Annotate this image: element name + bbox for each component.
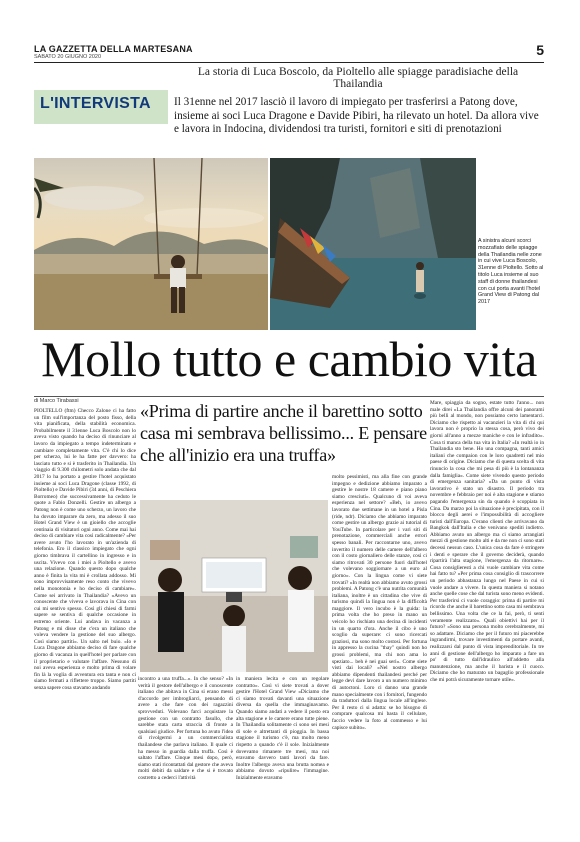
section-label-text: L'INTERVISTA xyxy=(40,95,151,112)
article-column-1 xyxy=(34,408,136,692)
kicker: La storia di Luca Boscolo, da Pioltello alle spiagge paradisiache della Thailandia xyxy=(197,66,519,90)
column-text: incontro a una truffa...». In che senso? «In verità il gestore dell'albergo e il conoscente italiano che abitava in Cina si erano messi d'accordo per imbrogliarci, pensando di avere a che fare con dei ragazzini sprovveduti. Volevano farci acquistare la gestione con un contratto fasullo, che sarebbe stata carta straccia di fronte a qualsiasi giudice. Per fortuna ho avuto l'idea di rivolgermi a un commercialista thailandese che parlava italiano. Il quale ci ha messo in guardia dalla truffa. Così è saltato l'affare. Cinque mesi dopo, però, siamo stati ricontattati dal gestore che aveva molti debiti da saldare e che si è trovato costretto a cederci l'attività xyxy=(138,676,233,781)
pull-quote: «Prima di partire anche il barettino sotto casa mi sembrava bellissimo... E pensare che all'inizio era una truffa» xyxy=(140,401,427,465)
beach-swing-illustration xyxy=(34,158,268,330)
paper-name: LA GAZZETTA DELLA MARTESANA xyxy=(34,44,193,54)
page-number: 5 xyxy=(536,42,544,58)
longtail-boat-photo xyxy=(270,158,476,330)
boat-lagoon-illustration xyxy=(270,158,476,330)
headline: Mollo tutto e cambio vita xyxy=(41,331,537,387)
article-column-4 xyxy=(332,474,427,731)
article-column-3 xyxy=(236,676,329,782)
article-column-5 xyxy=(430,400,544,684)
beach-swing-photo xyxy=(34,158,268,330)
photo-caption: A sinistra alcuni scorci mozzafiato delle spiagge della Thailandia nelle zone in cui vive Luca Boscolo, 31enne di Pioltello. Sotto al titolo Luca insieme al suo staff di donne thailandesi con cui porta avanti l'hotel Grand View di Patong dal 2017 xyxy=(478,238,544,306)
top-rule xyxy=(34,62,544,63)
byline: di Marco Tirabassi xyxy=(34,398,79,404)
headline-rule xyxy=(34,396,544,397)
staff-group-photo xyxy=(140,500,328,672)
page-bottom-margin xyxy=(0,820,580,842)
column-text: PIOLTELLO (ftm) Checco Zalone ci ha fatto un film sull'importanza del posto fisso, della vita pianificata, della stabilità economica. Probabilmente il 31enne Luca Boscolo non lo aveva visto quando ha deciso di rinunciare al lavoro da impiegato a tempo indeterminato e cambiare completamente vita. C'è chi lo dice per scherzo, lui le ha fatte per davvero: ha lasciato tutto e si è trasferito in Thailandia. Un viaggio di 9.300 chilometri solo andata che dal 2017 lo ha portato a gestire l'hotel acquistato insieme ai soci Luca Dragone (classe 1992, di Pioltello) e Davide Pibiri (34 anni, di Peschiera Borromeo) che successivamente ha ceduto le quote a Fabio Donzelli. Gestire un albergo a Patong non è come uno scherzo, un lavoro che ha dovuto imparare da zero, ma adesso il suo Hotel Grand View è un gioiello che accoglie centinaia di visitatori ogni anno. Come mai hai deciso di cambiare vita così radicalmente? «Per avere avuto l'ho lavorato in un'azienda di telefonia. Ero il classico impiegato che ogni giorno timbrava il cartellino in ingresso e in uscita. Vivevo con i miei a Pioltello e avevo una relazione. Quando questo dopo qualche anno è finita la vita mi è crollata addosso. Mi sono improvvisamente reso conto che vivevo nella monotonia e ho deciso di cambiare». Come sei arrivato in Thailandia? «Avevo un conoscente che viveva e lavorava in Cina con cui mi sentivo spesso. Così gli chiesi di farmi sapere se sentiva di qualche occasione in estremo oriente. Lui andava in vacanza a Patong e mi disse che c'era un italiano che voleva vendere la gestione del suo albergo. Così siamo partiti». Un salto nel buio. «Io e Luca Dragone abbiamo deciso di fare qualche giorno di vacanza in quell'hotel per parlare con il proprietario e valutare l'affare. Nessuno di noi aveva esperienza e molto prima di volare fin là la voglia di avventura era tanta e non ci siamo fermati a riflettere troppo. Siamo partiti senza sapere cosa stavamo andando xyxy=(34,408,136,691)
column-text: molto pessimisti, ma alla fine con grande impegno e dedizione abbiamo imparato a gestire le nostre 18 camere e piano piano siamo cresciuti». Qualcuno di voi aveva esperienza nel settore? «Beh, io avevo lavorato due settimane in un hotel a Pisla (ride, ndr). Diciamo che abbiamo imparato come gestire un albergo grazie ai tutorial di YouTube. In particolare per i vari siti di prenotazione, commerciali anche errori spesso banali. Per raccontarne uno, avevo invertito il numero delle camere dell'albero con il costo giornaliero delle stanze, così ci siamo ritrovati 30 persone fuori dall'hotel che volevano soggiornare a un euro al giorno». Con la lingua come vi siete trovati? «In realtà non abbiamo avuto grossi problemi. A Patong c'è una nutrita comunità italiana, inoltre è un cittadina che vive di turismo quindi la lingua non è la difficoltà maggiore. Il vero incubo è la guida: la prima volta che ho preso in mano un veicolo ho rischiato una decina di incidenti in un quarto d'ora. Anche il cibo è uno scoglio da superare: ci sono ricercati graziosi, ma sono molto costosi. Per fortuna in appresso la cucina "thay" quindi non ho grossi problemi, ma chi non ama lo speziato... beh è nei guai seri». Come siete visti dai locali? «Nel nostro albergo abbiamo dipendenti thailandesi perché per legge devi dare lavoro a un numero minimo di autoctoni. Loro ci danno una grande mano specialmente con i fornitori, fungendo da traduttori dalla lingua locale all'inglese. Per il resto ci si adatta: se ho bisogno di comprare qualcosa mi basta il cellulare, faccio vedere la foto al commesso e lui capisce subito». xyxy=(332,474,427,731)
column-text: in maniera lecita e con un regolare contratto». Così vi siete trovati a dover gestire l'Hotel Grand View «Diciamo che ci siamo trovati davanti una situazione diversa da quella che immaginavamo. Quando siamo andati a vedere il posto era alta stagione e le camere erano tutte piene. In Thailandia solitamente ci sono sei mesi di sole e altrettanti di pioggia. In bassa stagione il turismo c'è, ma molto meno rispetto a quando c'è il sole. Inizialmente dovevamo rimanere tre mesi, ma noi eravamo davvero tanti lavori da fare. Inoltre l'albergo aveva una brutta nomea e abbiamo dovuto «ripulire» l'immagine. Inizialmente eravamo xyxy=(236,676,329,781)
section-label xyxy=(34,90,168,124)
article-column-2 xyxy=(138,676,233,782)
column-text: Mare, spiaggia da sogno, estate tutto l'anno... non male direi «La Thailandia offre alcuni dei panorami più belli al mondo, non possiamo certo lamentarci. Diciamo che rispetto ai vacanzieri la vita di chi qui lavora non è proprio la stessa cosa, però vivo dei giorni all'anno a mezze maniche e con le infradito». Cosa ti manca della tua vita in Italia? «In realtà io in Thailandia sto bene. Ho una compagna, tanti amici italiani che compaion con le loro quadretti nel mio paese di origine. Diciamo che di questa scelta di vita rinuncio la cosa che mi pesa di più è la lontananza dalla famiglia». Come siete vivendo questo periodo di emergenza sanitaria? «Da un punto di vista lavorativo è stato un disastro. Il periodo tra novembre e febbraio per noi è alta stagione e stiamo pagando l'emergenza sin da quando è scoppiata in Cina. Da marzo poi la situazione è precipitata, con il blocco degli aerei e l'impossibilità di accogliere turisti dall'Europa. C'erano clienti che arrivavano da Bangkok dall'Italia e che venivano spediti indietro. Abbiamo avuto un albergo ma ci siamo arrangiati mezzi di gestione molto alti e da me non ci sono stati decessi nessun caso. L'unica cosa da fare è stringere i denti e sperare che il governo deciderà, quando ripartirà l'alta stagione, l'emergenza da ritornare». Cosa consiglieresti a chi vuole cambiare vita come hai fatto tu? «Per prima cosa consiglio di trascorrere un periodo abbastanza lungo nel Paese in cui si vuole andare a vivere. In questa maniera si notano anche quelle cose che dal turista sono meno evidenti. Per trasferirsi ci vuole coraggio: prima di partire mi ricordo che anche il barettino sotto casa mi sembrava bellissimo. Una volta che ce la fai, però, ti senti veramente realizzato». Quali obiettivi hai per il futuro? «Sono una persona molto cerebralmente, mi so adattare. Diciamo che per il futuro mi piacerebbe ingrandirmi, trovare investimenti da portare avanti, realizzarsi dal punto di vista imprenditoriale. In tre anni di gestione dell'albergo ho imparato a fare un po' di tutto dall'idraulico all'addetto alla manutenzione, ma anche il barista e il cuoco. Diciamo che ho maturato un bagaglio professionale che mi potrà sicuramente tornare utile». xyxy=(430,400,544,683)
staff-group-illustration xyxy=(140,500,328,672)
subhead: Il 31enne nel 2017 lasciò il lavoro di impiegato per trasferirsi a Patong dove, insieme ai soci Luca Dragone e Davide Pibiri, ha rilevato un hotel. Da allora vive e lavora in Indocina, dividendosi tra turisti, fornitori e siti di prenotazioni xyxy=(174,96,539,135)
issue-date: SABATO 20 GIUGNO 2020 xyxy=(34,54,102,60)
masthead xyxy=(34,44,544,62)
